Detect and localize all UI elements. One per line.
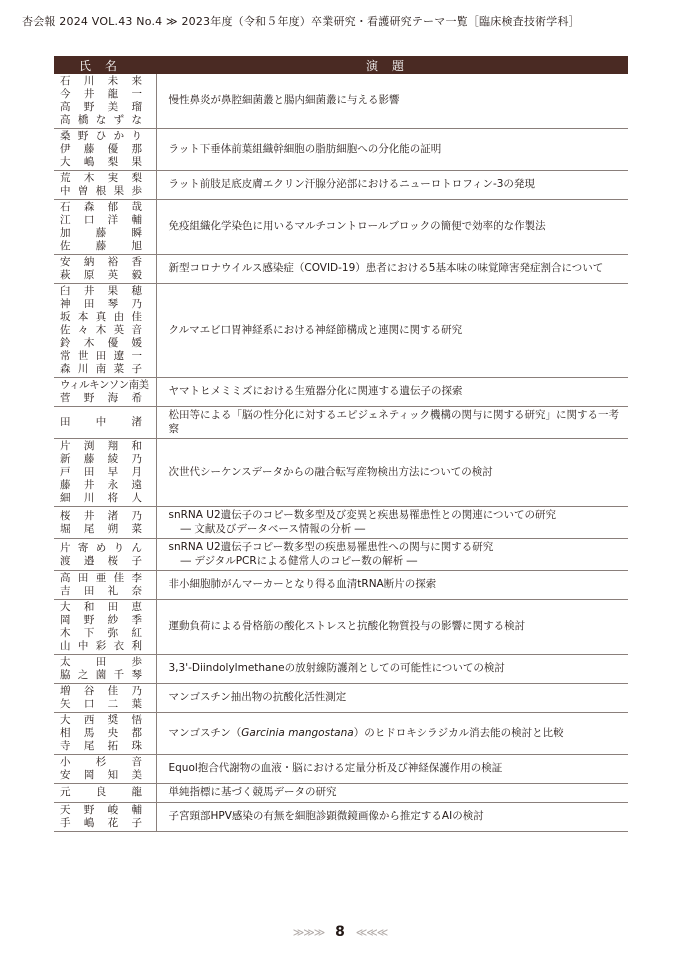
student-name: 今井龍一 xyxy=(60,88,142,100)
names-cell xyxy=(54,200,156,255)
research-title: 非小細胞肺がんマーカーとなり得る血清tRNA断片の探索 xyxy=(168,578,437,591)
student-name: 大西奨悟 xyxy=(60,714,142,726)
names-cell xyxy=(54,507,156,539)
research-title: クルマエビ口胃神経系における神経節構成と連関に関する研究 xyxy=(168,323,463,336)
student-name: 山中彩衣利 xyxy=(60,640,142,652)
names-cell xyxy=(54,129,156,171)
names-cell xyxy=(54,407,156,439)
student-name: 脇之薗千琴 xyxy=(60,669,142,681)
student-name: 岡野紗季 xyxy=(60,614,142,626)
title-cell xyxy=(156,507,628,539)
student-name: 中曽根果歩 xyxy=(60,185,142,197)
student-name: 江口洋輔 xyxy=(60,214,142,226)
student-name: 鈴木優媛 xyxy=(60,337,142,349)
table-row xyxy=(54,200,628,255)
names-cell xyxy=(54,802,156,831)
student-name: 矢口二葉 xyxy=(60,698,142,710)
student-name: 神田琴乃 xyxy=(60,298,142,310)
student-name: 高橋なずな xyxy=(60,114,142,126)
research-title: ラット前肢足底皮膚エクリン汗腺分泌部におけるニューロトロフィン-3の発現 xyxy=(168,178,535,191)
research-title: 運動負荷による骨格筋の酸化ストレスと抗酸化物質投与の影響に関する検討 xyxy=(168,620,526,633)
footer-ornament-left-icon: ≫≫≫ xyxy=(292,926,325,939)
student-name: 手嶋花子 xyxy=(60,816,142,829)
table-row xyxy=(54,600,628,655)
student-name: 森川南菜子 xyxy=(60,363,142,375)
research-title: 3,3'-Diindolylmethaneの放射線防護剤としての可能性についての検討 xyxy=(168,662,505,675)
title-cell xyxy=(156,284,628,378)
student-name: 相馬央都 xyxy=(60,727,142,739)
student-name: 菅野海希 xyxy=(60,392,142,404)
research-title: 子宮頸部HPV感染の有無を細胞診顕微鏡画像から推定するAIの検討 xyxy=(168,809,484,822)
table-row xyxy=(54,284,628,378)
student-name: 大嶋梨果 xyxy=(60,156,142,168)
table-row xyxy=(54,713,628,755)
student-name: 田中渚 xyxy=(60,416,142,428)
research-title: Equol抱合代謝物の血液・脳における定量分析及び神経保護作用の検証 xyxy=(168,762,503,775)
table-row xyxy=(54,507,628,539)
title-cell xyxy=(156,255,628,284)
title-cell xyxy=(156,171,628,200)
student-name: 片寄めりん xyxy=(60,541,142,554)
student-name: 堀尾朔菜 xyxy=(60,522,142,535)
student-name: 石森郁哉 xyxy=(60,201,142,213)
student-name: 高田亜佳李 xyxy=(60,572,142,584)
student-name: 細川将人 xyxy=(60,492,142,504)
student-name: 桑野ひかり xyxy=(60,130,142,142)
student-name: 戸田早月 xyxy=(60,466,142,478)
research-subtitle: ― デジタルPCRによる健常人のコピー数の解析 ― xyxy=(180,554,418,567)
student-name: 天野峻輔 xyxy=(60,803,142,816)
title-cell xyxy=(156,755,628,784)
student-name: 常世田遼一 xyxy=(60,350,142,362)
research-title: マンゴスチン抽出物の抗酸化活性測定 xyxy=(168,691,347,704)
student-name: 桜井渚乃 xyxy=(60,509,142,522)
student-name: 藤井永遠 xyxy=(60,479,142,491)
title-cell xyxy=(156,655,628,684)
title-cell xyxy=(156,129,628,171)
research-title: 新型コロナウイルス感染症（COVID-19）患者における5基本味の味覚障害発症割合について xyxy=(168,262,604,275)
table-header-row xyxy=(54,56,628,74)
table-row xyxy=(54,655,628,684)
table-row xyxy=(54,755,628,784)
table-row xyxy=(54,439,628,507)
student-name: 坂本真由佳 xyxy=(60,311,142,323)
title-cell xyxy=(156,407,628,439)
student-name: 新藤綾乃 xyxy=(60,453,142,465)
names-cell xyxy=(54,378,156,407)
table-row xyxy=(54,74,628,129)
names-cell xyxy=(54,713,156,755)
student-name: 太田歩 xyxy=(60,656,142,668)
research-title: マンゴスチン（Garcinia mangostana）のヒドロキシラジカル消去能の検討と比較 xyxy=(168,726,564,739)
student-name: 臼井果穂 xyxy=(60,285,142,297)
table-row xyxy=(54,171,628,200)
student-name: 安納裕香 xyxy=(60,256,142,268)
research-title: 慢性鼻炎が鼻腔細菌叢と腸内細菌叢に与える影響 xyxy=(168,94,400,107)
names-cell xyxy=(54,74,156,129)
page-number: 8 xyxy=(335,924,345,940)
title-cell xyxy=(156,439,628,507)
title-cell xyxy=(156,200,628,255)
table-body xyxy=(54,74,628,831)
student-name: 荒木実梨 xyxy=(60,172,142,184)
research-title: 次世代シーケンスデータからの融合転写産物検出方法についての検討 xyxy=(168,465,493,478)
table-row xyxy=(54,378,628,407)
research-title: 松田等による「脳の性分化に対するエピジェネティック機構の関与に関する研究」に関する一考察 xyxy=(168,409,619,435)
title-cell xyxy=(156,74,628,129)
names-cell xyxy=(54,171,156,200)
names-cell xyxy=(54,684,156,713)
student-name: 佐藤旭 xyxy=(60,240,142,252)
student-name: 渡邉桜子 xyxy=(60,554,142,567)
table-row xyxy=(54,129,628,171)
footer-ornament-right-icon: ≪≪≪ xyxy=(355,926,388,939)
student-name: 元良龍 xyxy=(60,786,142,799)
student-name: ウィルキンソン南美 xyxy=(60,379,149,391)
student-name: 吉田礼奈 xyxy=(60,585,142,597)
title-cell xyxy=(156,684,628,713)
student-name: 小杉音 xyxy=(60,756,142,768)
student-name: 伊藤優那 xyxy=(60,143,142,155)
names-cell xyxy=(54,784,156,803)
title-cell xyxy=(156,802,628,831)
research-subtitle: ― 文献及びデータベース情報の分析 ― xyxy=(180,522,366,535)
table-row xyxy=(54,407,628,439)
title-cell xyxy=(156,600,628,655)
research-title: ヤマトヒメミミズにおける生殖器分化に関連する遺伝子の探索 xyxy=(168,385,463,398)
student-name: 加藤瞬 xyxy=(60,227,142,239)
table-row xyxy=(54,571,628,600)
student-name: 安岡知美 xyxy=(60,769,142,781)
student-name: 佐々木英音 xyxy=(60,324,142,336)
page-footer xyxy=(0,924,680,940)
table-row xyxy=(54,539,628,571)
student-name: 増谷佳乃 xyxy=(60,685,142,697)
table-row xyxy=(54,802,628,831)
table-row xyxy=(54,784,628,803)
names-cell xyxy=(54,255,156,284)
column-header-names: 氏名 xyxy=(54,56,156,74)
names-cell xyxy=(54,284,156,378)
research-title: snRNA U2遺伝子コピー数多型の疾患易罹患性への関与に関する研究 xyxy=(168,541,494,553)
student-name: 大和田恵 xyxy=(60,601,142,613)
research-title: ラット下垂体前葉組織幹細胞の脂肪細胞への分化能の証明 xyxy=(168,142,442,155)
student-name: 木下弥紅 xyxy=(60,627,142,639)
research-title: 単純指標に基づく競馬データの研究 xyxy=(168,786,337,798)
title-cell xyxy=(156,378,628,407)
names-cell xyxy=(54,755,156,784)
names-cell xyxy=(54,600,156,655)
title-cell xyxy=(156,784,628,803)
student-name: 石川未来 xyxy=(60,75,142,87)
student-name: 片渕翔和 xyxy=(60,440,142,452)
student-name: 高野美瑠 xyxy=(60,101,142,113)
title-cell xyxy=(156,713,628,755)
student-name: 萩原英毅 xyxy=(60,269,142,281)
title-cell xyxy=(156,571,628,600)
names-cell xyxy=(54,439,156,507)
student-name: 寺尾拓珠 xyxy=(60,740,142,752)
names-cell xyxy=(54,655,156,684)
names-cell xyxy=(54,571,156,600)
names-cell xyxy=(54,539,156,571)
research-title: snRNA U2遺伝子のコピー数多型及び変異と疾患易罹患性との関連についての研究 xyxy=(168,509,557,521)
research-title: 免疫組織化学染色に用いるマルチコントロールブロックの簡便で効率的な作製法 xyxy=(168,220,546,233)
title-cell xyxy=(156,539,628,571)
page-header: 杏会報 2024 VOL.43 No.4 ≫ 2023年度（令和５年度）卒業研究・看護研究テーマ一覧［臨床検査技術学科］ xyxy=(22,15,580,28)
table-row xyxy=(54,255,628,284)
table-row xyxy=(54,684,628,713)
theme-table xyxy=(54,56,628,832)
column-header-title: 演題 xyxy=(156,56,628,74)
